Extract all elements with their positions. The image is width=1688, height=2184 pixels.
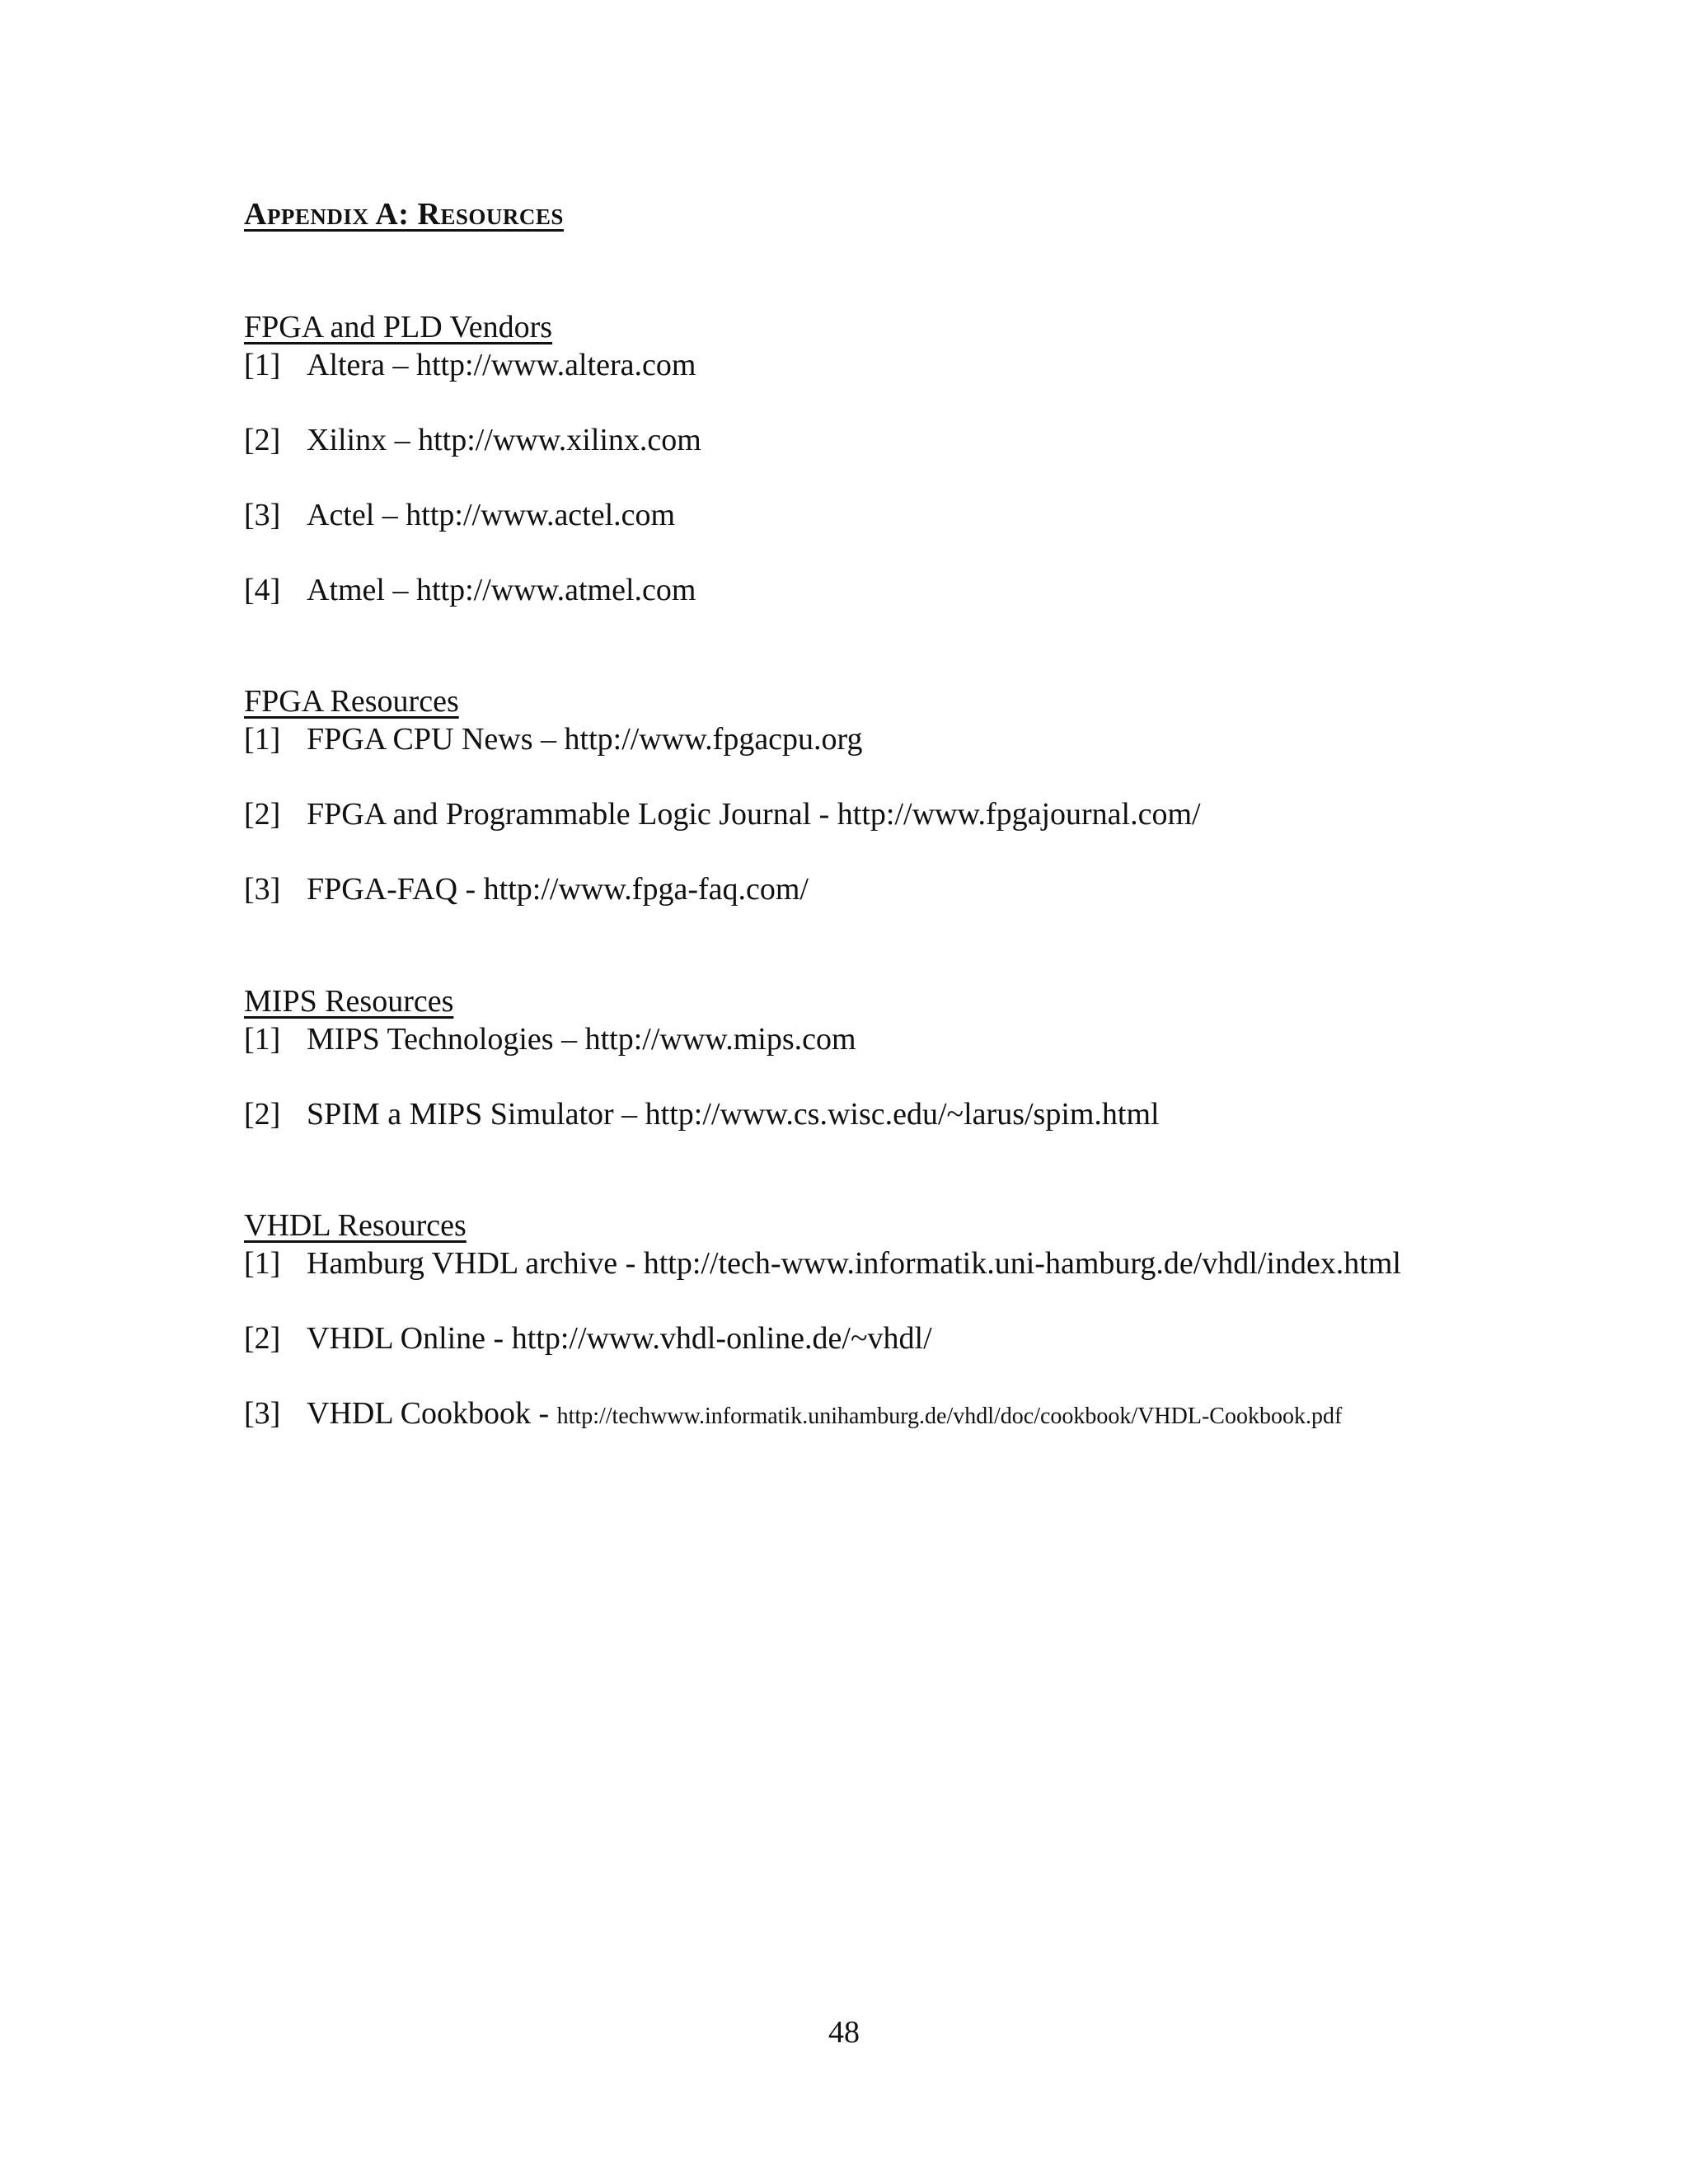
appendix-title: Appendix A: Resources bbox=[244, 197, 564, 232]
reference-text: FPGA CPU News – http://www.fpgacpu.org bbox=[307, 722, 863, 757]
reference-item bbox=[244, 571, 701, 609]
section-heading: VHDL Resources bbox=[244, 1208, 467, 1243]
reference-item bbox=[244, 1020, 1160, 1058]
reference-text bbox=[307, 1394, 1342, 1436]
reference-label: VHDL Cookbook - bbox=[307, 1396, 557, 1431]
section-fpga-pld-vendors bbox=[244, 308, 701, 609]
reference-item bbox=[244, 496, 701, 534]
reference-item bbox=[244, 870, 1201, 908]
reference-item bbox=[244, 1244, 1401, 1282]
reference-item bbox=[244, 421, 701, 459]
reference-number: [1] bbox=[244, 722, 281, 757]
reference-text: Altera – http://www.altera.com bbox=[307, 348, 696, 382]
reference-text: Actel – http://www.actel.com bbox=[307, 498, 676, 532]
reference-number: [2] bbox=[244, 797, 281, 832]
reference-text: Xilinx – http://www.xilinx.com bbox=[307, 423, 701, 457]
reference-number: [1] bbox=[244, 1022, 281, 1057]
page-number: 48 bbox=[828, 2015, 860, 2050]
reference-text: FPGA and Programmable Logic Journal - http://www.fpgajournal.com/ bbox=[307, 797, 1201, 832]
reference-number: [4] bbox=[244, 573, 281, 607]
reference-url: http://techwww.informatik.unihamburg.de/vhdl/doc/cookbook/VHDL-Cookbook.pdf bbox=[556, 1404, 1343, 1429]
reference-number: [2] bbox=[244, 423, 281, 457]
section-heading: MIPS Resources bbox=[244, 984, 454, 1019]
reference-item bbox=[244, 1394, 1401, 1436]
reference-text: SPIM a MIPS Simulator – http://www.cs.wisc.edu/~larus/spim.html bbox=[307, 1097, 1160, 1132]
reference-item bbox=[244, 720, 1201, 758]
reference-text: Atmel – http://www.atmel.com bbox=[307, 573, 696, 607]
reference-number: [3] bbox=[244, 498, 281, 532]
reference-number: [2] bbox=[244, 1321, 281, 1356]
reference-text: FPGA-FAQ - http://www.fpga-faq.com/ bbox=[307, 872, 809, 907]
reference-text: VHDL Online - http://www.vhdl-online.de/~vhdl/ bbox=[307, 1321, 932, 1356]
reference-number: [2] bbox=[244, 1097, 281, 1132]
section-heading: FPGA and PLD Vendors bbox=[244, 310, 553, 344]
reference-number: [3] bbox=[244, 1396, 281, 1431]
reference-item bbox=[244, 346, 701, 384]
reference-item bbox=[244, 795, 1201, 833]
section-vhdl-resources bbox=[244, 1207, 1401, 1436]
section-mips-resources bbox=[244, 982, 1160, 1133]
section-fpga-resources bbox=[244, 682, 1201, 908]
reference-item bbox=[244, 1319, 1401, 1357]
section-heading: FPGA Resources bbox=[244, 684, 459, 719]
reference-text: MIPS Technologies – http://www.mips.com bbox=[307, 1022, 856, 1057]
reference-number: [1] bbox=[244, 348, 281, 382]
reference-item bbox=[244, 1095, 1160, 1133]
reference-number: [1] bbox=[244, 1246, 281, 1281]
reference-number: [3] bbox=[244, 872, 281, 907]
reference-text: Hamburg VHDL archive - http://tech-www.informatik.uni-hamburg.de/vhdl/index.html bbox=[307, 1246, 1401, 1281]
